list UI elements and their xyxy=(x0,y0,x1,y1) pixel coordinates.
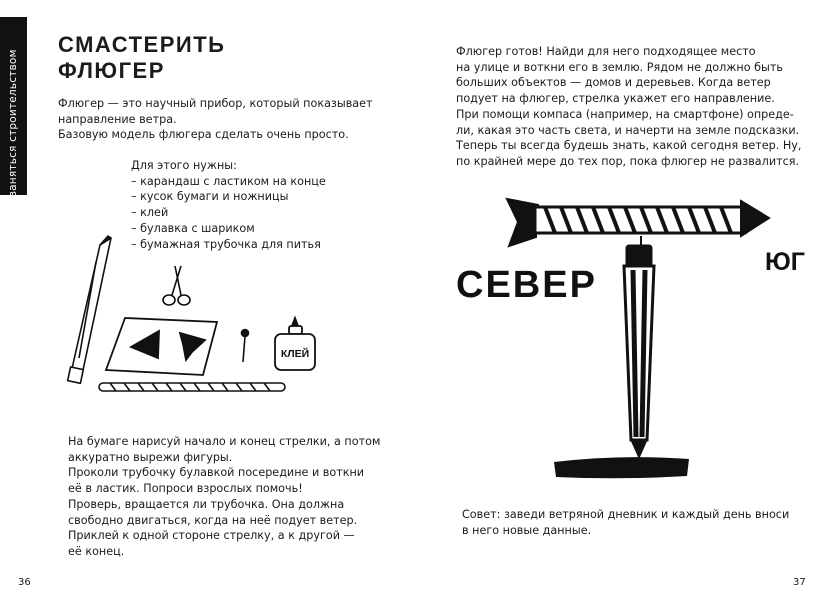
straw-drawing xyxy=(99,383,285,391)
page-number: 37 xyxy=(793,577,806,588)
tip-paragraph xyxy=(462,507,789,538)
title-line: ФЛЮГЕР xyxy=(58,58,165,83)
north-label: СЕВЕР xyxy=(456,264,597,306)
text-line: аккуратно вырежи фигуры. xyxy=(68,450,233,464)
page-number: 36 xyxy=(18,577,31,588)
text-line: подует на флюгер, стрелка укажет его направление. xyxy=(456,92,775,106)
arrow-drawing xyxy=(507,199,769,246)
text-line: в него новые данные. xyxy=(462,523,592,537)
right-page xyxy=(411,0,823,610)
pencil-pole-drawing xyxy=(624,245,654,458)
text-line: её в ластик. Попроси взрослых помочь! xyxy=(68,482,303,496)
pencil-drawing xyxy=(68,236,111,383)
steps-paragraph xyxy=(68,434,380,560)
glue-bottle-drawing xyxy=(275,318,315,370)
text-line: Проколи трубочку булавкой посередине и воткни xyxy=(68,466,365,480)
south-label: ЮГ xyxy=(765,248,805,276)
materials-heading: Для этого нужны: xyxy=(131,159,237,172)
text-line: На бумаге нарисуй начало и конец стрелки, а потом xyxy=(68,435,381,448)
text-line: свободно двигаться, когда на неё подует ветер. xyxy=(68,513,358,527)
text-line: по крайней мере до тех пор, пока флюгер не развалится. xyxy=(456,154,800,168)
left-page xyxy=(0,0,411,610)
text-line: Флюгер — это научный прибор, который показывает xyxy=(58,97,373,110)
text-line: Базовую модель флюгера сделать очень просто. xyxy=(58,128,349,142)
material-item: – кусок бумаги и ножницы xyxy=(131,190,289,204)
section-label: заняться строительством xyxy=(7,49,19,197)
title-line: СМАСТЕРИТЬ xyxy=(58,32,226,57)
glue-label: КЛЕЙ xyxy=(280,348,310,360)
text-line: её конец. xyxy=(68,544,125,558)
pin-drawing xyxy=(242,330,249,363)
text-line: направление ветра. xyxy=(58,112,177,126)
text-line: Совет: заведи ветряной дневник и каждый день вноси xyxy=(462,508,790,521)
text-line: Флюгер готов! Найди для него подходящее место xyxy=(456,45,756,58)
material-item: – бумажная трубочка для питья xyxy=(131,237,321,251)
material-item: – карандаш с ластиком на конце xyxy=(131,174,326,188)
scissors-drawing xyxy=(163,266,190,305)
text-line: Теперь ты всегда будешь знать, какой сегодня ветер. Ну, xyxy=(456,139,802,153)
text-line: Проверь, вращается ли трубочка. Она должна xyxy=(68,497,345,511)
text-line: Приклей к одной стороне стрелку, а к другой — xyxy=(68,529,355,543)
text-line: больших объектов — домов и деревьев. Когда ветер xyxy=(456,76,771,90)
ground-drawing xyxy=(554,457,689,478)
text-line: При помощи компаса (например, на смартфоне) опреде- xyxy=(456,107,794,121)
text-line: ли, какая это часть света, и начерти на земле подсказки. xyxy=(456,123,800,137)
material-item: – клей xyxy=(131,206,169,220)
text-line: на улице и воткни его в землю. Рядом не должно быть xyxy=(456,60,783,74)
paper-sheet-drawing xyxy=(106,318,217,375)
material-item: – булавка с шариком xyxy=(131,221,255,235)
